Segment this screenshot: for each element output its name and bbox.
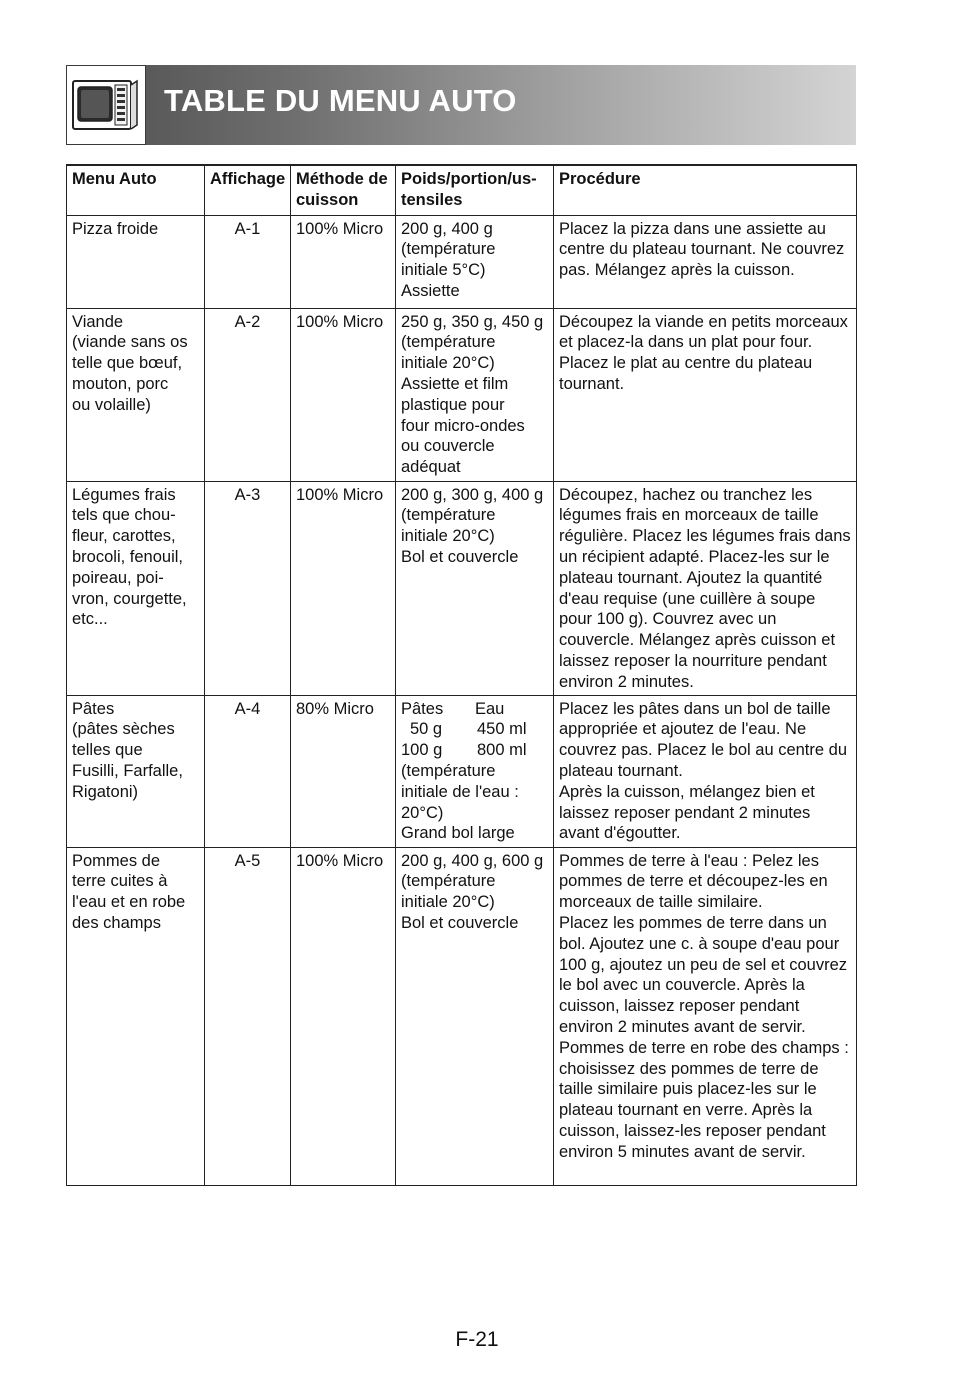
column-header: Poids/portion/us-tensiles (396, 165, 554, 215)
weight-cell: 200 g, 400 g (température initiale 5°C) Assiette (396, 215, 554, 308)
pasta-grid-value: 800 ml (477, 741, 527, 760)
page-number: F-21 (455, 1328, 499, 1351)
table-row (67, 481, 857, 695)
column-header: Méthode de cuisson (291, 165, 396, 215)
display-cell: A-1 (205, 215, 291, 308)
method-cell: 80% Micro (291, 695, 396, 847)
procedure-paragraph: Placez les pâtes dans un bol de taille appropriée et ajoutez de l'eau. Ne couvrez pas. Placez le bol au centre du plateau tournant. (559, 699, 848, 780)
menu-cell: Pizza froide (67, 215, 205, 308)
method-cell: 100% Micro (291, 847, 396, 1185)
procedure-paragraph: Pommes de terre à l'eau : Pelez les pommes de terre et découpez-les en morceaux de taille similaire. (559, 851, 828, 912)
pasta-water-grid (401, 699, 548, 761)
pasta-grid-value: 50 g (410, 720, 443, 739)
procedure-cell: Découpez, hachez ou tranchez les légumes frais en morceaux de taille régulière. Placez les légumes frais dans un récipient adapté. Placez-les sur le plateau tournant. Ajoutez la quantité d'eau requise (une cuillère à soupe pour 100 g). Couvrez avec un couvercle. Mélangez après cuisson et laissez reposer la nourriture pendant environ 2 minutes. (554, 481, 857, 695)
page-title: TABLE DU MENU AUTO (164, 83, 517, 118)
pasta-grid-head: Pâtes (401, 699, 444, 718)
header-icon-box (66, 65, 146, 145)
table-header-row (67, 165, 857, 215)
method-cell: 100% Micro (291, 215, 396, 308)
table-row (67, 847, 857, 1185)
procedure-paragraph: Placez les pommes de terre dans un bol. Ajoutez une c. à soupe d'eau pour 100 g, ajoutez un peu de sel et couvrez le bol avec un couvercle. Après la cuisson, laissez reposer pendant environ 2 minutes avant de servir. Pommes de terre en robe des champs : choisissez des pommes de terre de taille similaire puis placez-les sur le plateau tournant en verre. Après la cuisson, laissez-les reposer pendant environ 5 minutes avant de servir. (559, 913, 849, 1161)
method-cell: 100% Micro (291, 308, 396, 481)
display-cell: A-5 (205, 847, 291, 1185)
table-row (67, 308, 857, 481)
display-cell: A-2 (205, 308, 291, 481)
menu-cell: Pâtes (pâtes sèches telles que Fusilli, Farfalle, Rigatoni) (67, 695, 205, 847)
procedure-cell: Découpez la viande en petits morceaux et placez-la dans un plat pour four. Placez le plat au centre du plateau tournant. (554, 308, 857, 481)
column-header: Procédure (554, 165, 857, 215)
weight-cell: 250 g, 350 g, 450 g (température initiale 20°C) Assiette et film plastique pour four micro-ondes ou couvercle adéquat (396, 308, 554, 481)
method-cell: 100% Micro (291, 481, 396, 695)
weight-cell: 200 g, 300 g, 400 g (température initiale 20°C) Bol et couvercle (396, 481, 554, 695)
display-cell: A-4 (205, 695, 291, 847)
procedure-cell: Placez la pizza dans une assiette au centre du plateau tournant. Ne couvrez pas. Mélangez après la cuisson. (554, 215, 857, 308)
table-row (67, 215, 857, 308)
column-header: Menu Auto (67, 165, 205, 215)
procedure-paragraph: Après la cuisson, mélangez bien et laissez reposer pendant 2 minutes avant d'égoutter. (559, 782, 815, 843)
weight-cell: Pâtes Eau 50 g 450 ml 100 g 800 ml (température initiale de l'eau : 20°C) Grand bol large (396, 695, 554, 847)
table-row (67, 695, 857, 847)
column-header: Affichage (205, 165, 291, 215)
menu-cell: Pommes de terre cuites à l'eau et en robe des champs (67, 847, 205, 1185)
pasta-grid-head: Eau (475, 699, 505, 718)
menu-cell: Légumes frais tels que chou- fleur, carottes, brocoli, fenouil, poireau, poi- vron, courgette, etc... (67, 481, 205, 695)
page-header (66, 65, 856, 145)
pasta-grid-value: 100 g (401, 741, 443, 760)
procedure-cell (554, 847, 857, 1185)
display-cell: A-3 (205, 481, 291, 695)
weight-cell: 200 g, 400 g, 600 g (température initiale 20°C) Bol et couvercle (396, 847, 554, 1185)
microwave-icon (71, 73, 141, 137)
auto-menu-table (66, 164, 857, 1186)
menu-cell: Viande (viande sans os telle que bœuf, mouton, porc ou volaille) (67, 308, 205, 481)
procedure-cell (554, 695, 857, 847)
pasta-grid-value: 450 ml (477, 720, 527, 739)
